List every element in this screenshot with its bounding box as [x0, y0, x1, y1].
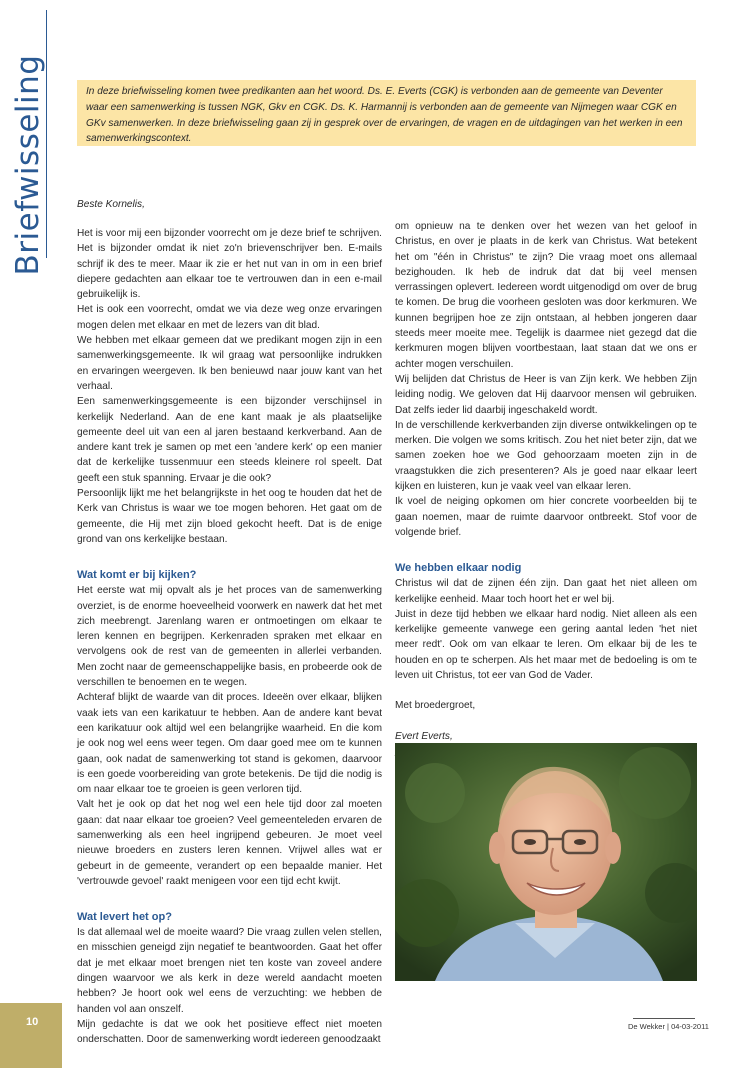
paragraph: Het is voor mij een bijzonder voorrecht om je deze brief te schrijven. Het is bijzonder omdat ik niet zo'n brievenschrijver ben. E-mails schrijf ik des te meer. Maar ik zie er het nut van in om in een brief diepere gedachten aan elkaar toe te vertrouwen dan in een e-mail gebruikelijk is. — [77, 228, 382, 301]
section-label — [8, 54, 48, 276]
paragraph: Mijn gedachte is dat we ook het positieve effect niet moeten onderschatten. Door de samenwerking wordt iedereen genoodzaakt — [77, 1018, 382, 1046]
left-column — [77, 226, 382, 1048]
paragraph: Een samenwerkingsgemeente is een bijzonder verschijnsel in kerkelijk Nederland. Aan de ene kant maak je als plaatselijke gemeente deel uit van een al jaren bestaand kerkverband. Aan de andere kant trek je samen op met een 'andere kerk' op een manier dat de kerkelijke tussenmuur een steeds kleinere rol speelt. Dat geeft een stuk spanning. Ervaar je die ook? — [77, 396, 382, 484]
paragraph: Achteraf blijkt de waarde van dit proces. Ideeën over elkaar, blijken vaak iets van een karikatuur te hebben. Aan de andere kant bevat een karikatuur ook altijd wel een belangrijke waarheid. En die kom je ook nog wel eens weer tegen. Om daar goed mee om te kunnen gaan, ook nadat de samenwerking tot stand is gekomen, daarvoor is een goede voorbereiding van grote betekenis. De tijd die nodig is om naar elkaar toe te groeien is geen verloren tijd. — [77, 692, 382, 796]
paragraph: Valt het je ook op dat het nog wel een hele tijd door zal moeten gaan: dat naar elkaar toe groeien? Veel gemeenteleden ervaren de samenwerking als een heel ingrijpend gebeuren. Je moet veel nieuwe broeders en zusters leren kennen. Vrijwel alles wat er gebeurt in de gemeente, verandert op een bepaalde manier. Het 'vertrouwde gevoel' raakt menigeen voor een tijd echt kwijt. — [77, 799, 382, 887]
paragraph: In de verschillende kerkverbanden zijn diverse ontwikkelingen op te merken. Die volgen we soms kritisch. Zou het niet beter zijn, dat we samen zoeken hoe we God gehoorzaam moeten zijn in de vraagstukken die zich presenteren? Als je goed naar elkaar leert kijken en luisteren, kun je vaak veel van elkaar leren. — [395, 419, 697, 493]
paragraph: Christus wil dat de zijnen één zijn. Dan gaat het niet alleen om kerkelijke eenheid. Maar toch hoort het er wel bij. — [395, 578, 697, 605]
paragraph: Persoonlijk lijkt me het belangrijkste in het oog te houden dat het de Kerk van Christus is waar we toe mogen behoren. Het gaat om de gemeente, die Hij met zijn bloed gekocht heeft. Dat is de enige grond van ons kerkelijke bestaan. — [77, 488, 382, 545]
paragraph: We hebben met elkaar gemeen dat we predikant mogen zijn in een samenwerkingsgemeente. Ik wil graag wat persoonlijke indrukken en ervaringen weergeven. Ik ben benieuwd naar jouw kant van het verhaal. — [77, 335, 382, 392]
paragraph: Juist in deze tijd hebben we elkaar hard nodig. Niet alleen als een kerkelijke gemeente vanwege een gering aantal leden 'het niet meer redt'. Ook om van elkaar te leren. Om elkaar bij de les te houden en op te scherpen. Als het maar met de bedoeling is om te leven uit Christus, tot eer van God de Vader. — [395, 608, 697, 682]
subheading: Wat komt er bij kijken? — [77, 569, 197, 582]
section-divider — [46, 10, 47, 258]
subheading: Wat levert het op? — [77, 911, 172, 924]
right-column — [395, 219, 697, 759]
subheading: We hebben elkaar nodig — [395, 562, 522, 575]
page-number: 10 — [26, 1016, 39, 1028]
footer-page-box — [0, 1003, 62, 1068]
salutation: Beste Kornelis, — [77, 199, 145, 210]
portrait-illustration — [395, 743, 697, 981]
paragraph: Ik voel de neiging opkomen om hier concrete voorbeelden bij te gaan noemen, maar de ruimte daarvoor ontbreekt. Stof voor de volgende brief. — [395, 496, 697, 538]
intro-box: In deze briefwisseling komen twee predikanten aan het woord. Ds. E. Everts (CGK) is verbonden aan de gemeente van Deventer waar een samenwerking is tussen NGK, Gkv en CGK. Ds. K. Harmannij is verbonden aan de gemeente van Nijmegen waar CGK en GKv samenwerken. In deze briefwisseling gaan zij in gesprek over de ervaringen, de vragen en de uitdagingen van het werken in een samenwerkingscontext. — [77, 80, 696, 146]
paragraph: Het eerste wat mij opvalt als je het proces van de samenwerking overziet, is de enorme hoeveelheid voorwerk en nawerk dat het met zich meebrengt. Jarenlang waren er ontmoetingen om elkaar te leren kennen en begrijpen. Kerkenraden spraken met elkaar en vervolgens ook de rest van de gemeenten in allerlei verbanden. Men zocht naar de gemeenschappelijke basis, en probeerde ook de verschillen te benoemen en te wegen. — [77, 585, 382, 689]
section-title: Briefwisseling — [10, 54, 46, 276]
paragraph: Het is ook een voorrecht, omdat we via deze weg onze ervaringen mogen delen met elkaar en met de lezers van dit blad. — [77, 304, 382, 331]
publication-info: De Wekker | 04-03-2011 — [628, 1022, 709, 1031]
footer-rule — [633, 1018, 695, 1019]
closing: Met broedergroet, — [395, 700, 476, 712]
paragraph: Is dat allemaal wel de moeite waard? Die vraag zullen velen stellen, en misschien geneigd zijn negatief te beantwoorden. Gaat het offer dat je met elkaar moet brengen niet ten koste van zoveel andere dingen waarvoor we als kerk in deze wereld aandacht moeten hebben? Je hoort ook wel eens de verzuchting: we hebben de handen vol aan onszelf. — [77, 927, 382, 1015]
paragraph: om opnieuw na te denken over het wezen van het geloof in Christus, en over je plaats in de kerk van Christus. Wat betekent het om "één in Christus" te zijn? Die vraag moet ons allemaal bezighouden. Ik heb de indruk dat dat bij veel mensen verrassingen oplevert. Iedereen wordt uitgenodigd om over de brug te komen. De brug die voorheen gesloten was door kerkmuren. We kunnen begrijpen hoe ze zijn ontstaan, al hebben jongeren daar steeds meer moeite mee. Tegelijk is daarmee niet gezegd dat die kerkmuren mogen blijven voortbestaan, laat staan dat we ons er achter mogen verschuilen. — [395, 221, 697, 370]
paragraph: Wij belijden dat Christus de Heer is van Zijn kerk. We hebben Zijn leiding nodig. We geloven dat Hij daarvoor mensen wil gebruiken. Dat zelfs ieder lid daarbij ingeschakeld wordt. — [395, 373, 697, 416]
author-photo — [395, 743, 697, 981]
signature-name: Evert Everts, — [395, 730, 453, 742]
